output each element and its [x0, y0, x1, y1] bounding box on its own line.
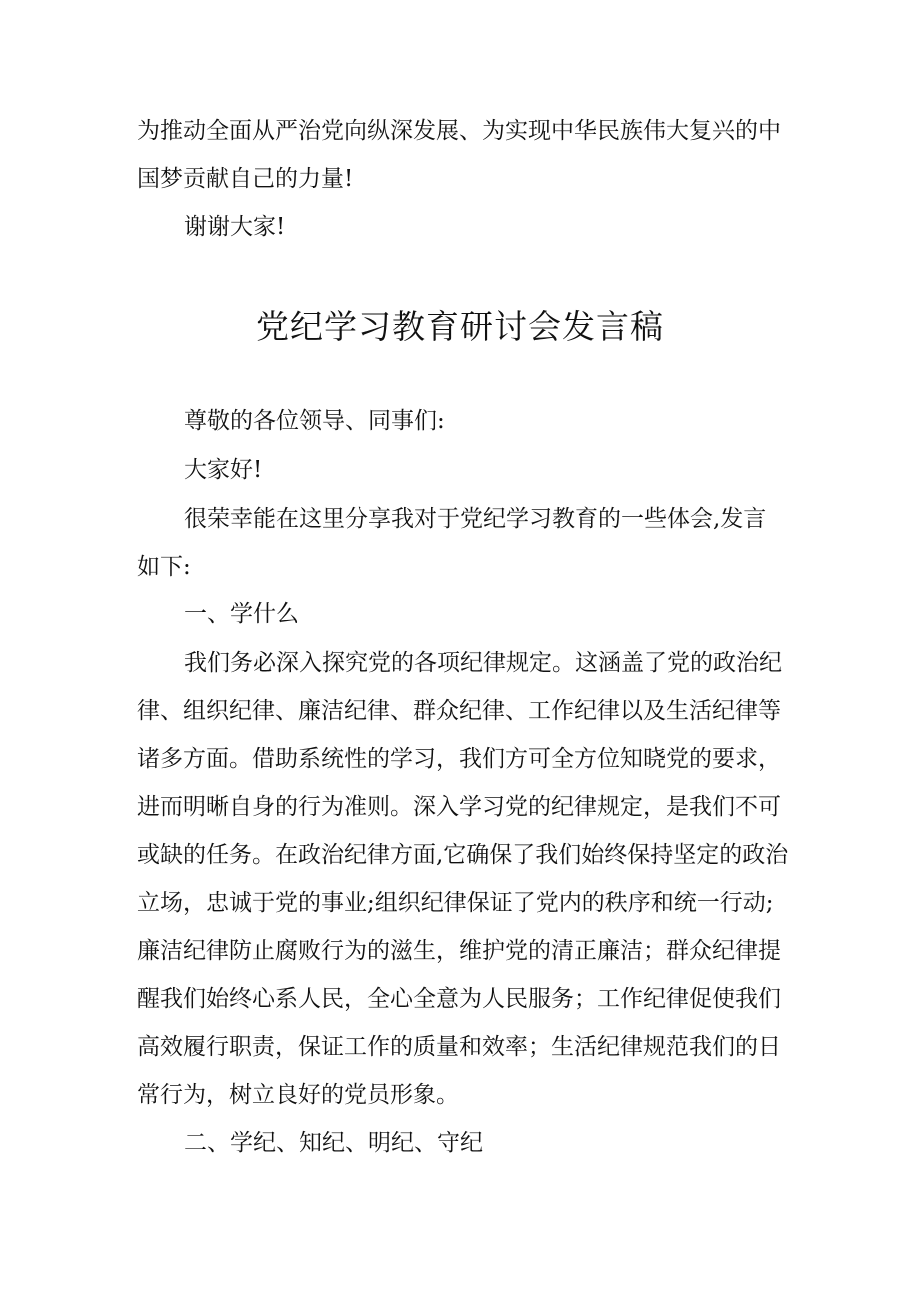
- section-heading: 一、学什么: [184, 601, 299, 627]
- paragraph-line: 醒我们始终心系人民，全心全意为人民服务；工作纪律促使我们: [137, 986, 781, 1012]
- paragraph-line: 高效履行职责，保证工作的质量和效率；生活纪律规范我们的日: [137, 1034, 781, 1060]
- closing-thanks: 谢谢大家!: [184, 214, 286, 240]
- paragraph-line: 诸多方面。借助系统性的学习，我们方可全方位知晓党的要求，: [137, 746, 781, 772]
- document-title: 党纪学习教育研讨会发言稿: [256, 307, 664, 346]
- section-heading: 二、学纪、知纪、明纪、守纪: [184, 1130, 483, 1156]
- paragraph-line: 立场，忠诚于党的事业;组织纪律保证了党内的秩序和统一行动;: [137, 890, 774, 916]
- paragraph-line: 我们务必深入探究党的各项纪律规定。这涵盖了党的政治纪: [184, 650, 782, 676]
- paragraph-line: 进而明晰自身的行为准则。深入学习党的纪律规定，是我们不可: [137, 794, 781, 820]
- paragraph-line: 律、组织纪律、廉洁纪律、群众纪律、工作纪律以及生活纪律等: [137, 698, 781, 724]
- paragraph-line: 如下:: [137, 554, 191, 580]
- paragraph-line: 为推动全面从严治党向纵深发展、为实现中华民族伟大复兴的中: [137, 118, 781, 144]
- paragraph-line: 很荣幸能在这里分享我对于党纪学习教育的一些体会,发言: [184, 506, 767, 532]
- paragraph-line: 国梦贡献自己的力量!: [137, 166, 354, 192]
- salutation: 尊敬的各位领导、同事们:: [184, 408, 445, 434]
- paragraph-line: 或缺的任务。在政治纪律方面,它确保了我们始终保持坚定的政治: [137, 842, 789, 868]
- paragraph-line: 廉洁纪律防止腐败行为的滋生，维护党的清正廉洁；群众纪律提: [137, 938, 781, 964]
- greeting: 大家好!: [184, 457, 263, 483]
- paragraph-line: 常行为，树立良好的党员形象。: [137, 1082, 459, 1108]
